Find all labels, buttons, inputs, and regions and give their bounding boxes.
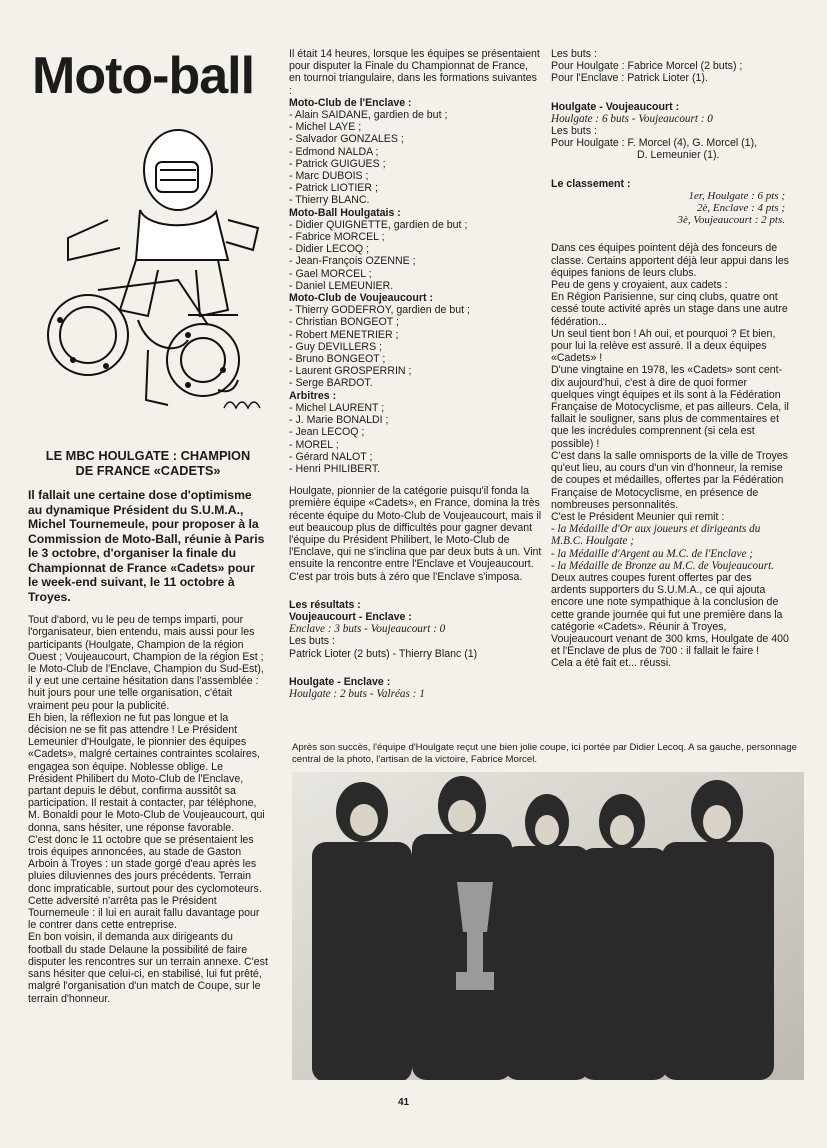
column-middle	[289, 48, 542, 700]
team-name: Moto-Ball Houlgatais :	[289, 206, 401, 219]
goals-line: Pour Houlgate : F. Morcel (4), G. Morcel (1),	[551, 137, 758, 150]
player-line: - Laurent GROSPERRIN ;	[289, 365, 412, 378]
medal-line: - la Médaille d'Or aux joueurs et dirigeants du M.B.C. Houlgate ;	[551, 523, 761, 548]
referees-heading: Arbitres :	[289, 389, 337, 402]
player-line: - Daniel LEMEUNIER.	[289, 279, 394, 292]
match-story-paragraph: Houlgate, pionnier de la catégorie puisqu'il fonda la première équipe «Cadets», en France, domina la très récente équipe du Moto-Club de Voujeaucourt, mais il eut beaucoup plus de difficultés pour gagner devant l'équipe du Président Philibert, le Moto-Club de l'Enclave, qui ne s'inclina que par deux buts à un. Vint ensuite la rencontre entre l'Enclave et Voujeaucourt. C'est par trois buts à zéro que l'Enclave s'imposa.	[289, 485, 542, 583]
page-number: 41	[398, 1097, 410, 1108]
player-line: - Christian BONGEOT ;	[289, 316, 399, 329]
motoball-rider-illustration	[28, 110, 268, 420]
referee-line: - Jean LECOQ ;	[289, 426, 365, 439]
medal-line: - la Médaille de Bronze au M.C. de Voujeaucourt.	[551, 559, 774, 572]
body-paragraph: Tout d'abord, vu le peu de temps imparti, pour l'organisateur, bien entendu, mais aussi pour les participants (Houlgate, Champion de la région Ouest ; Voujeaucourt, Champion de la région Est ; le Moto-Club de l'Enclave, Champion du Sud-Est), il y eut une certaine hésitation dans l'assemblée : huit jours pour une telle organisation, c'était vraiment peu pour la publicité.	[28, 614, 264, 712]
body-paragraph: Peu de gens y croyaient, aux cadets :	[551, 279, 728, 292]
player-line: - Michel LAYE ;	[289, 121, 362, 134]
player-line: - Serge BARDOT.	[289, 377, 373, 390]
player-line: - Robert MENETRIER ;	[289, 328, 399, 341]
player-line: - Patrick GUIGUES ;	[289, 157, 386, 170]
column-left	[28, 48, 268, 1005]
body-paragraph: En Région Parisienne, sur cinq clubs, quatre ont cessé toute activité après un stage dans une autre fédération...	[551, 291, 788, 328]
referee-line: - Michel LAURENT ;	[289, 401, 385, 414]
player-line: - Guy DEVILLERS ;	[289, 340, 383, 353]
ranking-line: 2è, Enclave : 4 pts ;	[697, 202, 785, 215]
body-paragraph: Eh bien, la réflexion ne fut pas longue et la décision ne se fit pas attendre ! Le Président Lemeunier d'Houlgate, le pionnier des équipes «Cadets», malgré certaines contraintes scolaires, engagea son équipe. Noblesse oblige. Le Président Philibert du Moto-Club de l'Enclave, partant depuis le début, confirma aussitôt sa participation. Il restait à contacter, par téléphone, M. Bonaldi pour le Moto-Club de Voujeaucourt, qui donna, sans hésiter, une réponse favorable.	[28, 711, 265, 834]
player-line: - Edmond NALDA ;	[289, 145, 379, 158]
match-score: Houlgate : 6 buts - Voujeaucourt : 0	[551, 112, 713, 125]
goals-line: D. Lemeunier (1).	[637, 149, 720, 162]
match-score: Houlgate : 2 buts - Valréas : 1	[289, 687, 425, 700]
lead-paragraph: Il fallait une certaine dose d'optimisme au dynamique Président du S.U.M.A., Michel Tournemeule, pour proposer à la Commission de Moto-Ball, réunie à Paris le 3 octobre, d'organiser la finale du Championnat de France «Cadets» pour le week-end suivant, le 11 octobre à Troyes.	[28, 488, 265, 604]
goals-line: Pour l'Enclave : Patrick Lioter (1).	[551, 72, 708, 85]
player-line: - Jean-François OZENNE ;	[289, 255, 416, 268]
headline-line-1: LE MBC HOULGATE : CHAMPION	[45, 448, 251, 464]
player-line: - Marc DUBOIS ;	[289, 170, 369, 183]
player-line: - Gael MORCEL ;	[289, 267, 372, 280]
player-line: - Bruno BONGEOT ;	[289, 353, 386, 366]
player-line: - Patrick LIOTIER ;	[289, 182, 378, 195]
referee-line: - Henri PHILIBERT.	[289, 462, 381, 475]
player-line: - Thierry BLANC.	[289, 194, 370, 207]
ranking-line: 1er, Houlgate : 6 pts ;	[688, 189, 785, 202]
body-paragraph: Dans ces équipes pointent déjà des fonceurs de classe. Certains apportent déjà leur appui dans les équipes fanions de leurs clubs.	[551, 242, 789, 279]
team-photo	[292, 772, 804, 1080]
ranking-line: 3è, Voujeaucourt : 2 pts.	[677, 214, 785, 227]
medal-line: - la Médaille d'Argent au M.C. de l'Enclave ;	[551, 547, 753, 560]
player-line: - Thierry GODEFROY, gardien de but ;	[289, 304, 470, 317]
body-paragraph: C'est donc le 11 octobre que se présentaient les trois équipes annoncées, au stade de Gaston Arboin à Troyes : un stade gorgé d'eau après les pluies diluviennes des jours précédents. Terrain donc impraticable, surtout pour des cyclomoteurs.	[28, 833, 262, 895]
team-photo-image	[292, 772, 804, 1080]
photo-caption: Après son succès, l'équipe d'Houlgate reçut une bien jolie coupe, ici portée par Didier Lecoq. A sa gauche, personnage central de la photo, l'artisan de la victoire, Fabrice Morcel.	[292, 742, 797, 765]
intro-paragraph: Il était 14 heures, lorsque les équipes se présentaient pour disputer la Finale du Championnat de France, en tournoi triangulaire, dans les formations suivantes :	[289, 48, 540, 97]
referee-line: - J. Marie BONALDI ;	[289, 414, 389, 427]
goals-label: Les buts :	[551, 125, 597, 138]
player-line: - Alain SAIDANE, gardien de but ;	[289, 109, 448, 122]
match-score: Enclave : 3 buts - Voujeaucourt : 0	[289, 623, 446, 636]
player-line: - Salvador GONZALES ;	[289, 133, 404, 146]
goals-line: Patrick Lioter (2 buts) - Thierry Blanc (1)	[289, 647, 478, 660]
ranking-heading: Le classement :	[551, 177, 631, 190]
artist-signature	[224, 402, 260, 408]
body-paragraph: Un seul tient bon ! Ah oui, et pourquoi ? Et bien, pour lui la relève est assuré. Il a deux équipes «Cadets» !	[551, 327, 776, 365]
player-line: - Didier LECOQ ;	[289, 243, 370, 256]
headline-line-2: DE FRANCE «CADETS»	[75, 462, 221, 478]
body-paragraph: Cela a été fait et... réussi.	[551, 657, 672, 670]
match-title: Voujeaucourt - Enclave :	[289, 610, 412, 623]
goals-line: Pour Houlgate : Fabrice Morcel (2 buts) ;	[551, 60, 743, 73]
match-title: Houlgate - Enclave :	[289, 675, 391, 688]
player-line: - Didier QUIGNETTE, gardien de but ;	[289, 218, 468, 231]
article-title: Moto-ball	[32, 47, 255, 105]
body-paragraph: Cette adversité n'arrêta pas le Président Tournemeule : il lui en aurait fallu davantage pour le contrer dans cette entreprise.	[28, 894, 260, 932]
goals-label: Les buts :	[289, 635, 335, 648]
goals-label: Les buts :	[551, 48, 597, 60]
referee-line: - MOREL ;	[289, 438, 339, 451]
body-paragraph: D'une vingtaine en 1978, les «Cadets» sont cent-dix aujourd'hui, c'est à dire de quoi former quelques vingt équipes et ils sont à la Fédération Française de Motocyclisme, et pas ailleurs. Cela, il fallait le souligner, sans plus de commentaires et que les incrédules comprennent (si cela est possible) !	[551, 364, 789, 450]
player-line: - Fabrice MORCEL ;	[289, 231, 385, 244]
referee-line: - Gérard NALOT ;	[289, 450, 373, 463]
column-right	[551, 48, 789, 670]
match-title: Houlgate - Voujeaucourt :	[551, 100, 680, 113]
body-paragraph: C'est le Président Meunier qui remit :	[551, 510, 725, 523]
body-paragraph: C'est dans la salle omnisports de la ville de Troyes qu'eut lieu, au cours d'un vin d'honneur, la remise de coupes et médailles, offertes par la Fédération Française de Motocyclisme, en présence de nombreuses personnalités.	[551, 449, 788, 511]
body-paragraph: Deux autres coupes furent offertes par des ardents supporters du S.U.M.A., ce qui ajouta encore une note sympathique à la conclusion de cette grande journée qui fut une première dans la catégorie «Cadets». Réunir à Troyes, Voujeaucourt venant de 300 kms, Houlgate de 400 et l'Enclave de plus de 700 : il fallait le faire !	[551, 571, 789, 658]
article-headline	[28, 449, 268, 478]
body-paragraph: En bon voisin, il demanda aux dirigeants du football du stade Delaune la possibilité de faire disputer les rencontres sur un terrain annexe. C'est sans hésiter que celui-ci, en stabilisé, lui fut prêté, malgré l'organisation d'un match de Coupe, sur le terrain d'honneur.	[28, 931, 268, 1005]
team-name: Moto-Club de Voujeaucourt :	[289, 292, 433, 305]
results-heading: Les résultats :	[289, 598, 361, 611]
team-name: Moto-Club de l'Enclave :	[289, 96, 412, 109]
